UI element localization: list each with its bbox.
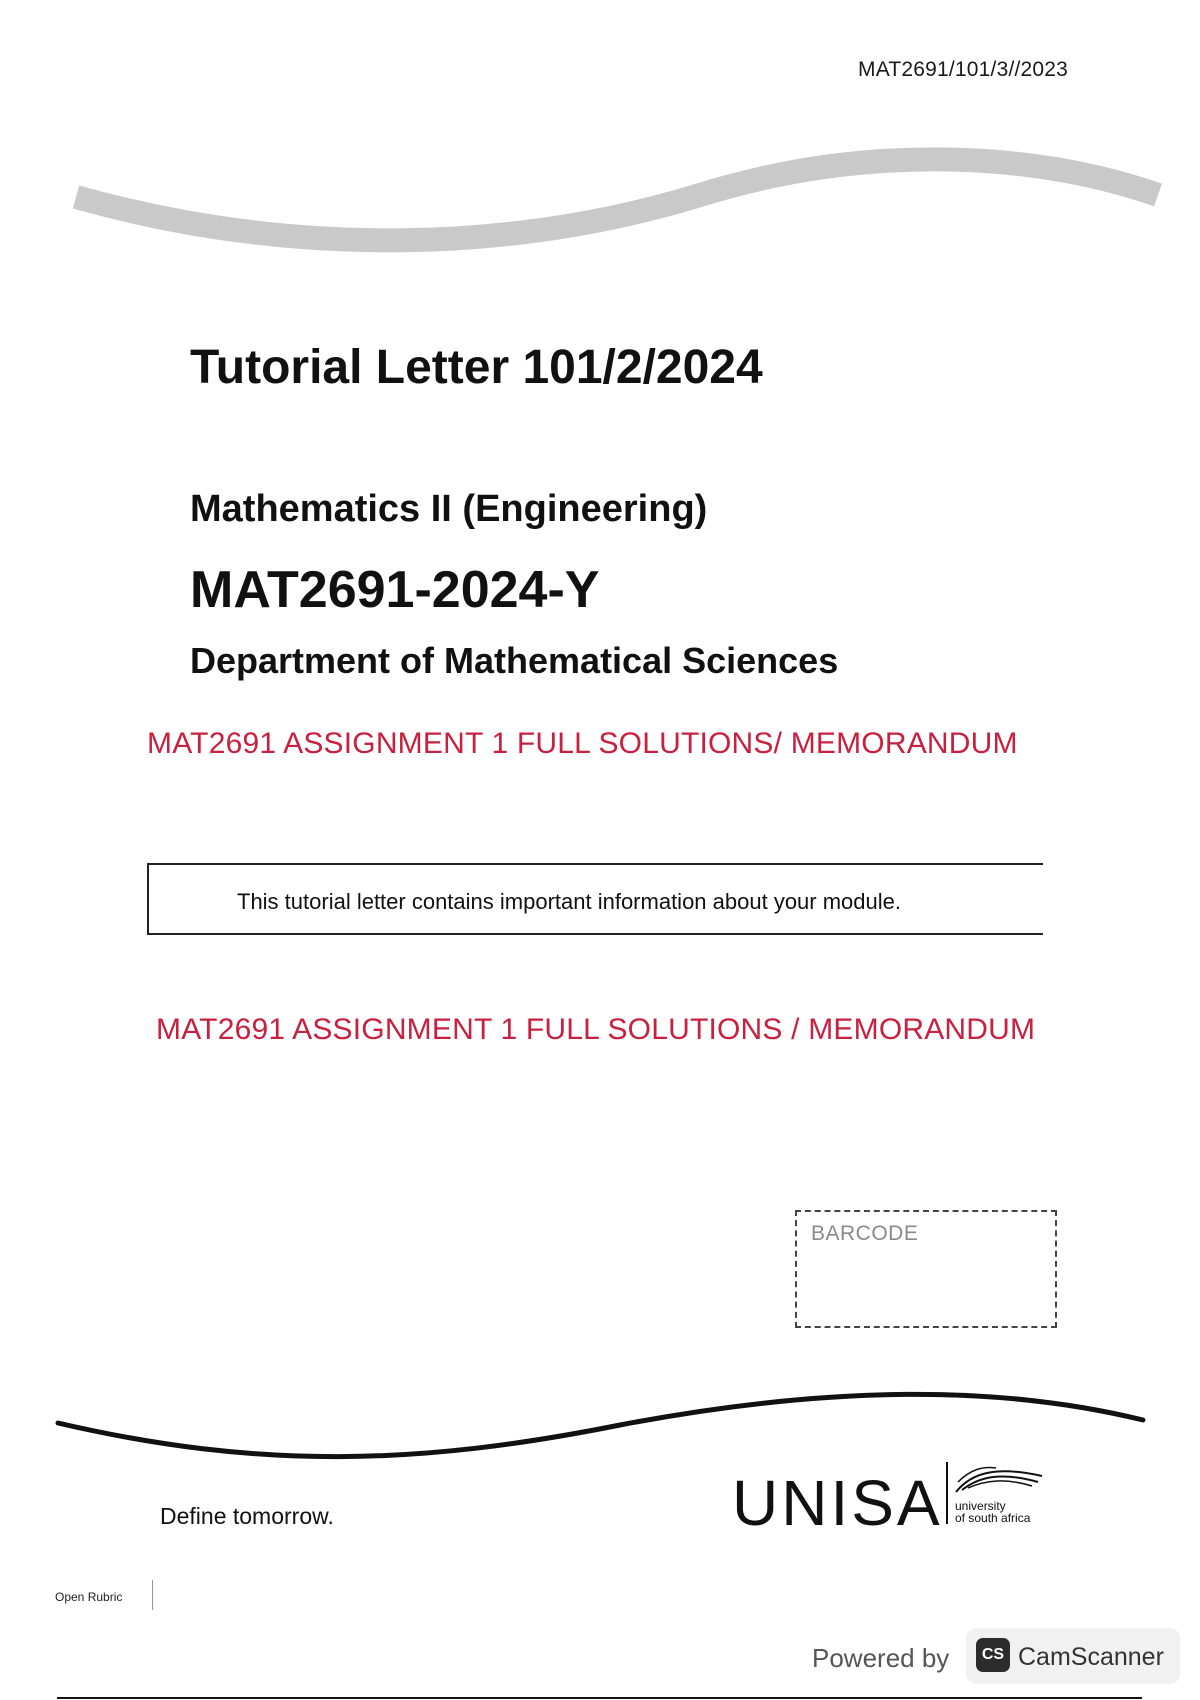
tutorial-letter-title: Tutorial Letter 101/2/2024 <box>190 341 763 394</box>
unisa-emblem-icon <box>952 1462 1047 1500</box>
open-rubric-label: Open Rubric <box>55 1590 123 1604</box>
assignment-banner-bottom: MAT2691 ASSIGNMENT 1 FULL SOLUTIONS / MEMORANDUM <box>156 1013 1036 1046</box>
rubric-divider <box>152 1580 153 1610</box>
camscanner-badge[interactable] <box>966 1628 1180 1684</box>
document-reference: MAT2691/101/3//2023 <box>858 58 1069 81</box>
unisa-logo-text: UNISA <box>732 1467 943 1539</box>
tagline: Define tomorrow. <box>160 1503 334 1529</box>
unisa-tagline-line-2: of south africa <box>955 1511 1031 1525</box>
camscanner-name: CamScanner <box>1018 1643 1164 1671</box>
module-code: MAT2691-2024-Y <box>190 561 600 619</box>
barcode-label: BARCODE <box>811 1222 919 1245</box>
powered-by-label: Powered by <box>812 1643 950 1673</box>
bottom-rule <box>57 1697 1142 1699</box>
assignment-banner-top: MAT2691 ASSIGNMENT 1 FULL SOLUTIONS/ MEMORANDUM <box>147 727 1018 760</box>
module-subject: Mathematics II (Engineering) <box>190 488 708 530</box>
info-box-text: This tutorial letter contains important information about your module. <box>237 889 901 914</box>
camscanner-logo-icon: CS <box>976 1638 1010 1672</box>
unisa-tagline-line-1: university <box>955 1499 1006 1513</box>
unisa-logo-divider <box>946 1462 948 1524</box>
department-name: Department of Mathematical Sciences <box>190 640 839 681</box>
